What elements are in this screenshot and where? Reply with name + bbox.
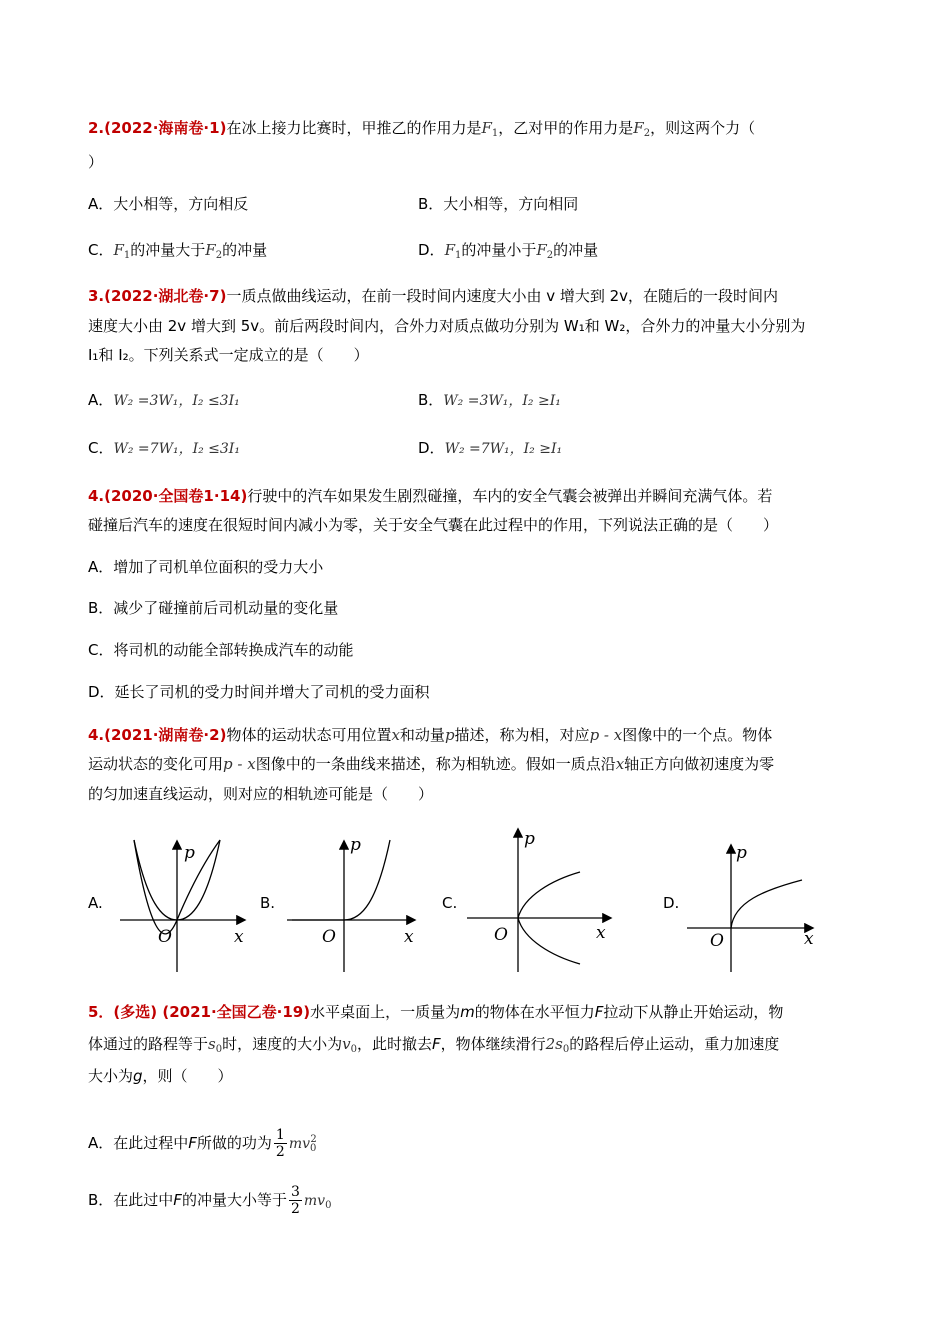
fraction-three-halves: $\frac{3}{2}$ [290, 1184, 300, 1217]
q3-option-a: A．W₂ =3W₁，I₂ ≤3I₁ [88, 391, 240, 409]
graph-d [684, 840, 824, 974]
q2-source: 2.(2022·海南卷·1) [88, 119, 227, 137]
graph-b-o: O [322, 927, 336, 947]
q4a-option-c: C．将司机的动能全部转换成汽车的动能 [88, 641, 354, 659]
q4a-line1: 4.(2020·全国卷1·14)行驶中的汽车如果发生剧烈碰撞，车内的安全气囊会被弹出并瞬间充满气体。若 [88, 487, 773, 505]
graph-a-o: O [158, 927, 172, 947]
q5-line2: 体通过的路程等于$s_0$时，速度的大小为$v_0$，此时撤去F，物体继续滑行$2s_0$的路程后停止运动，重力加速度 [88, 1035, 780, 1055]
q2-line2: ） [88, 153, 104, 171]
q5-line3: 大小为g，则（ ） [88, 1067, 233, 1085]
graph-b-p: p [350, 835, 361, 855]
f2-symbol: $F_2$ [633, 119, 651, 139]
q2-option-c: C．$F_1$的冲量大于$F_2$的冲量 [88, 241, 268, 261]
graph-c-x: x [596, 923, 606, 943]
fraction-half: $\frac{1}{2}$ [275, 1127, 285, 1160]
graph-a-p: p [184, 843, 195, 863]
q3-option-c: C．W₂ =7W₁，I₂ ≤3I₁ [88, 439, 240, 457]
q2-option-b: B．大小相等，方向相同 [418, 195, 579, 213]
q4a-option-b: B．减少了碰撞前后司机动量的变化量 [88, 599, 339, 617]
q4b-line1: 4.(2021·湖南卷·2)物体的运动状态可用位置x和动量p描述，称为相，对应p - x图像中的一个点。物体 [88, 726, 773, 744]
q3-source: 3.(2022·湖北卷·7) [88, 287, 227, 305]
q4b-line3: 的匀加速直线运动，则对应的相轨迹可能是（ ） [88, 785, 434, 803]
q3-option-b: B．W₂ =3W₁，I₂ ≥I₁ [418, 391, 561, 409]
graph-b [282, 832, 427, 974]
q4a-source: 4.(2020·全国卷1·14) [88, 487, 248, 505]
graph-d-x: x [804, 929, 814, 949]
q4b-source: 4.(2021·湖南卷·2) [88, 726, 227, 744]
graph-d-o: O [710, 931, 724, 951]
q4a-option-d: D．延长了司机的受力时间并增大了司机的受力面积 [88, 683, 430, 701]
q2-option-d: D．$F_1$的冲量小于$F_2$的冲量 [418, 241, 599, 261]
q2-option-a: A．大小相等，方向相反 [88, 195, 249, 213]
graph-a-label: A. [88, 894, 103, 912]
q5-line1: 5．(多选) (2021·全国乙卷·19)水平桌面上，一质量为m的物体在水平恒力F拉动下从静止开始运动，物 [88, 1003, 784, 1021]
q3-line2: 速度大小由 2v 增大到 5v。前后两段时间内，合外力对质点做功分别为 W₁和 W₂，合外力的冲量大小分别为 [88, 317, 806, 335]
q4b-line2: 运动状态的变化可用p - x图像中的一条曲线来描述，称为相轨迹。假如一质点沿x轴正方向做初速度为零 [88, 755, 775, 773]
graph-c [462, 826, 622, 974]
graph-d-label: D. [663, 894, 680, 912]
graph-b-x: x [404, 927, 414, 947]
graph-c-label: C. [442, 894, 458, 912]
graph-c-o: O [494, 925, 508, 945]
q3-option-d: D．W₂ =7W₁，I₂ ≥I₁ [418, 439, 563, 457]
graph-c-p: p [524, 829, 535, 849]
q4a-option-a: A．增加了司机单位面积的受力大小 [88, 558, 324, 576]
q3-line1: 3.(2022·湖北卷·7)一质点做曲线运动，在前一段时间内速度大小由 v 增大到 2v，在随后的一段时间内 [88, 287, 779, 305]
graph-a [112, 832, 257, 974]
graph-b-label: B. [260, 894, 276, 912]
q3-line3: I₁和 I₂。下列关系式一定成立的是（ ） [88, 346, 369, 364]
q5-option-b: B．在此过中F的冲量大小等于 $\frac{3}{2}$ $mv_0$ [88, 1184, 332, 1217]
q5-source: 5．(多选) (2021·全国乙卷·19) [88, 1003, 311, 1021]
q2-line1: 2.(2022·海南卷·1)在冰上接力比赛时，甲推乙的作用力是$F_1$，乙对甲的作用力是$F_2$，则这两个力（ [88, 119, 756, 139]
f1-symbol: $F_1$ [481, 119, 499, 139]
graph-a-x: x [234, 927, 244, 947]
q5-option-a: A．在此过程中F所做的功为 $\frac{1}{2}$ $mv_0^2$ [88, 1127, 317, 1160]
q4a-line2: 碰撞后汽车的速度在很短时间内减小为零，关于安全气囊在此过程中的作用，下列说法正确的是（ ） [88, 516, 779, 534]
graph-d-p: p [736, 843, 747, 863]
